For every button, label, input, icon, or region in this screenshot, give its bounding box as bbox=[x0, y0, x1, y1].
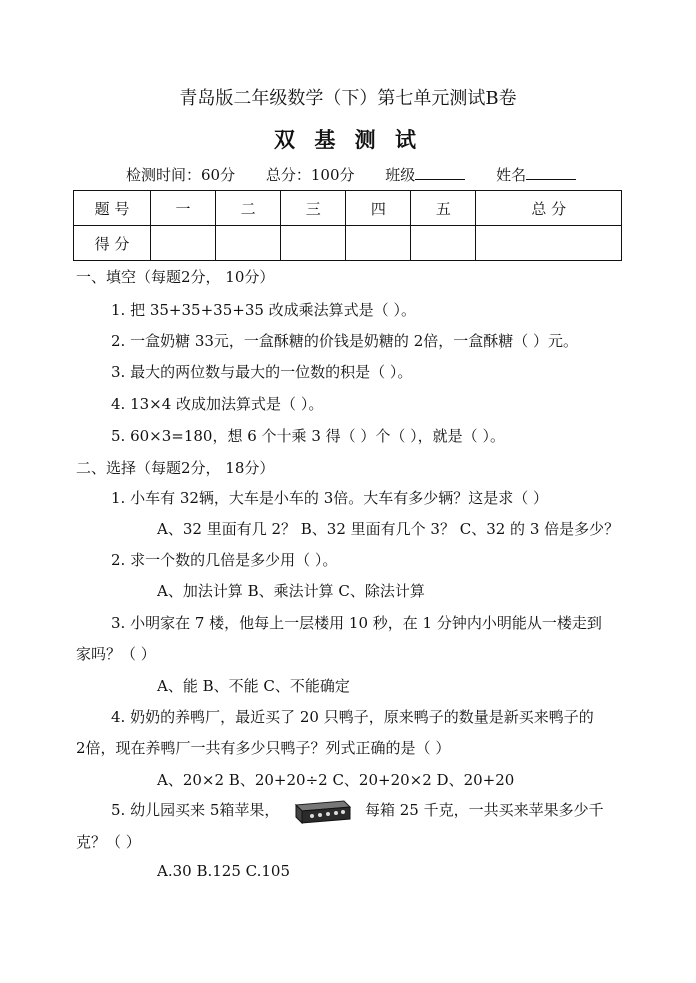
score-header-cell: 四 bbox=[346, 191, 411, 226]
question-2-1-options: A、32 里面有几 2？ B、32 里面有几个 3？ C、32 的 3 倍是多少？ bbox=[157, 520, 620, 538]
class-field[interactable] bbox=[385, 166, 465, 184]
section1-heading: 一、填空（每题2分， 10分） bbox=[76, 268, 275, 286]
question-2-3-options: A、能 B、不能 C、不能确定 bbox=[157, 677, 350, 695]
score-table-row bbox=[74, 226, 622, 261]
question-2-2-options: A、加法计算 B、乘法计算 C、除法计算 bbox=[157, 582, 425, 600]
question-1-1: 1. 把 35+35+35+35 改成乘法算式是（ ）。 bbox=[111, 301, 416, 319]
question-2-3-cont: 家吗？（ ） bbox=[76, 645, 156, 663]
question-2-5 bbox=[111, 797, 604, 825]
question-2-4: 4. 奶奶的养鸭厂，最近买了 20 只鸭子，原来鸭子的数量是新买来鸭子的 bbox=[111, 708, 594, 726]
question-1-5: 5. 60×3=180，想 6 个十乘 3 得（ ）个（ ），就是（ ）。 bbox=[111, 427, 505, 445]
class-label: 班级 bbox=[385, 166, 416, 184]
question-2-4-cont: 2倍，现在养鸭厂一共有多少只鸭子？列式正确的是（ ） bbox=[76, 739, 451, 757]
exam-meta bbox=[126, 164, 602, 185]
section2-heading: 二、选择（每题2分， 18分） bbox=[76, 459, 275, 477]
score-cell[interactable] bbox=[476, 226, 622, 261]
question-2-2: 2. 求一个数的几倍是多少用（ ）。 bbox=[111, 551, 338, 569]
score-cell[interactable] bbox=[216, 226, 281, 261]
question-2-4-options: A、20×2 B、20+20÷2 C、20+20×2 D、20+20 bbox=[157, 771, 515, 789]
score-header-cell: 总 分 bbox=[476, 191, 622, 226]
question-2-5-cont: 克？（ ） bbox=[76, 833, 141, 851]
score-header-cell: 一 bbox=[151, 191, 216, 226]
score-header-cell: 三 bbox=[281, 191, 346, 226]
page-title: 青岛版二年级数学（下）第七单元测试B卷 bbox=[179, 88, 517, 109]
exam-total: 总分：100分 bbox=[265, 166, 355, 184]
question-2-5-post: 每箱 25 千克，一共买来苹果多少千 bbox=[364, 801, 604, 819]
question-1-2: 2. 一盒奶糖 33元，一盒酥糖的价钱是奶糖的 2倍，一盒酥糖（ ）元。 bbox=[111, 332, 579, 350]
score-row-label: 得 分 bbox=[74, 226, 151, 261]
score-table-header-row bbox=[74, 191, 622, 226]
score-header-cell: 五 bbox=[411, 191, 476, 226]
score-cell[interactable] bbox=[281, 226, 346, 261]
page-subtitle: 双 基 测 试 bbox=[274, 128, 422, 152]
score-header-cell: 二 bbox=[216, 191, 281, 226]
score-cell[interactable] bbox=[151, 226, 216, 261]
apple-crate-icon bbox=[292, 797, 352, 825]
question-2-5-options: A.30 B.125 C.105 bbox=[157, 862, 290, 880]
exam-time: 检测时间：60分 bbox=[126, 166, 236, 184]
question-2-5-pre: 5. 幼儿园买来 5箱苹果， bbox=[111, 801, 280, 819]
class-blank[interactable] bbox=[415, 165, 465, 180]
question-1-3: 3. 最大的两位数与最大的一位数的积是（ ）。 bbox=[111, 363, 413, 381]
name-label: 姓名 bbox=[496, 166, 527, 184]
score-header-cell: 题 号 bbox=[74, 191, 151, 226]
question-2-1: 1. 小车有 32辆，大车是小车的 3倍。大车有多少辆？这是求（ ） bbox=[111, 489, 549, 507]
question-1-4: 4. 13×4 改成加法算式是（ ）。 bbox=[111, 395, 324, 413]
name-field[interactable] bbox=[496, 166, 576, 184]
name-blank[interactable] bbox=[526, 165, 576, 180]
score-table bbox=[73, 190, 622, 261]
score-cell[interactable] bbox=[346, 226, 411, 261]
question-2-3: 3. 小明家在 7 楼，他每上一层楼用 10 秒，在 1 分钟内小明能从一楼走到 bbox=[111, 614, 602, 632]
score-cell[interactable] bbox=[411, 226, 476, 261]
